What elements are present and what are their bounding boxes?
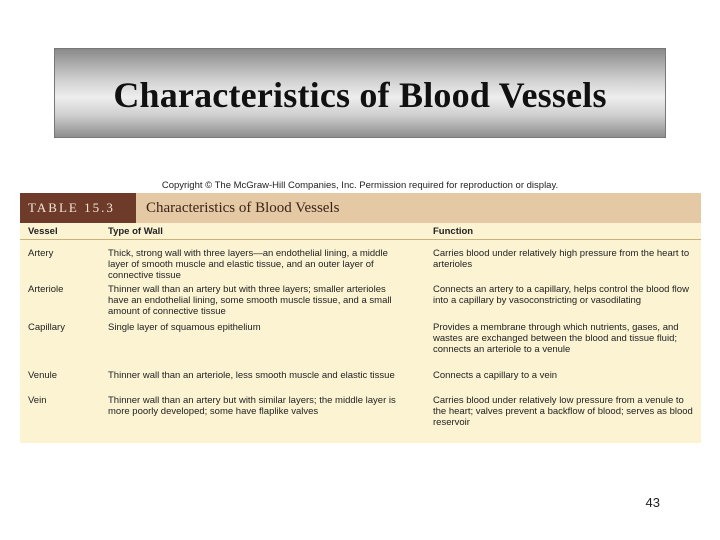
cell-wall: Thinner wall than an artery but with three layers; smaller arterioles have an endothelial lining, some smooth muscle tissue, and a small amount of connective tissue <box>108 284 392 317</box>
column-headers <box>20 224 701 240</box>
cell-vessel: Venule <box>28 370 58 381</box>
vessel-table <box>20 193 701 443</box>
cell-wall: Single layer of squamous epithelium <box>108 322 261 333</box>
page-number: 43 <box>645 495 660 510</box>
column-header-wall: Type of Wall <box>108 226 163 237</box>
cell-function: Carries blood under relatively high pressure from the heart to arterioles <box>433 248 690 270</box>
cell-wall: Thinner wall than an arteriole, less smooth muscle and elastic tissue <box>108 370 395 381</box>
table-number: TABLE 15.3 <box>20 193 136 223</box>
slide-title-banner <box>54 48 666 138</box>
cell-vessel: Arteriole <box>28 284 64 295</box>
cell-vessel: Artery <box>28 248 54 259</box>
cell-function: Provides a membrane through which nutrients, gases, and wastes are exchanged between the blood and tissue fluid; connects an arteriole to a venule <box>433 322 679 355</box>
cell-wall: Thinner wall than an artery but with similar layers; the middle layer is more poorly developed; some have flaplike valves <box>108 395 396 417</box>
table-header-bar <box>20 193 701 223</box>
column-header-function: Function <box>433 226 474 237</box>
slide-title: Characteristics of Blood Vessels <box>113 75 607 115</box>
column-header-vessel: Vessel <box>28 226 58 237</box>
table-caption: Characteristics of Blood Vessels <box>146 199 340 216</box>
copyright-notice <box>0 180 720 191</box>
cell-function: Carries blood under relatively low pressure from a venule to the heart; valves prevent a backflow of blood; serves as blood reservoir <box>433 395 693 428</box>
cell-function: Connects an artery to a capillary, helps control the blood flow into a capillary by vasoconstricting or vasodilating <box>433 284 689 306</box>
cell-vessel: Vein <box>28 395 47 406</box>
copyright-text: Copyright © The McGraw-Hill Companies, Inc. Permission required for reproduction or display. <box>161 180 559 191</box>
cell-function: Connects a capillary to a vein <box>433 370 558 381</box>
cell-wall: Thick, strong wall with three layers—an endothelial lining, a middle layer of smooth muscle and elastic tissue, and an outer layer of connective tissue <box>108 248 388 281</box>
cell-vessel: Capillary <box>28 322 65 333</box>
